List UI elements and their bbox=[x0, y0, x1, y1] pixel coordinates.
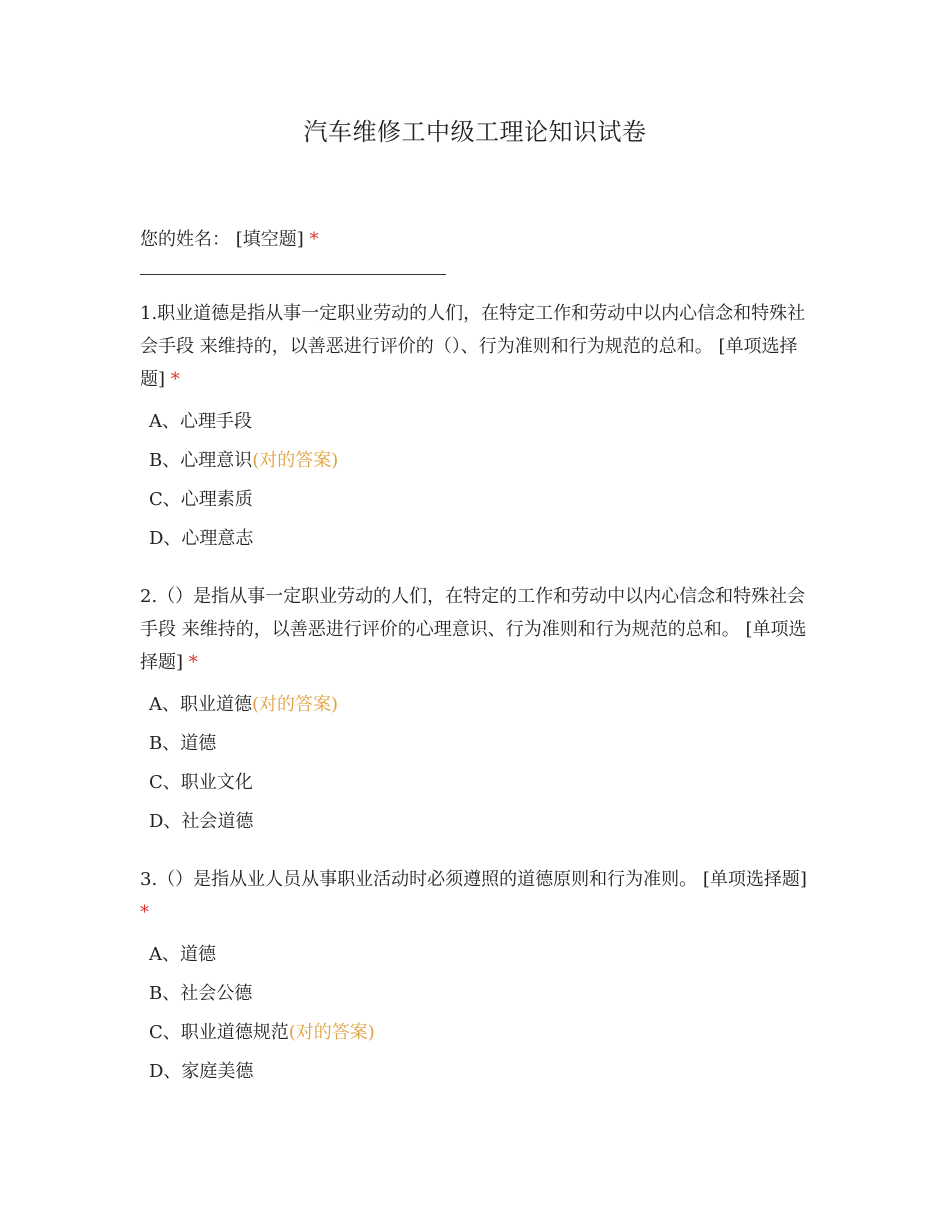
required-mark: * bbox=[140, 902, 149, 923]
required-mark: * bbox=[170, 369, 180, 390]
option-label: B、道德 bbox=[149, 733, 217, 754]
option-d[interactable] bbox=[140, 519, 812, 558]
question-1 bbox=[140, 297, 812, 558]
option-list bbox=[140, 402, 812, 558]
option-label: A、职业道德 bbox=[149, 694, 252, 715]
option-c[interactable] bbox=[140, 480, 812, 519]
option-label: C、心理素质 bbox=[149, 489, 253, 510]
option-label: D、家庭美德 bbox=[149, 1061, 254, 1082]
exam-content bbox=[140, 226, 812, 1091]
option-list bbox=[140, 935, 812, 1091]
option-c[interactable] bbox=[140, 763, 812, 802]
option-b[interactable] bbox=[140, 441, 812, 480]
option-d[interactable] bbox=[140, 802, 812, 841]
required-mark: * bbox=[309, 229, 319, 250]
option-label: A、道德 bbox=[149, 944, 216, 965]
option-a[interactable] bbox=[140, 685, 812, 724]
question-2-text: 2.（）是指从事一定职业劳动的人们，在特定的工作和劳动中以内心信念和特殊社会手段 来维持的，以善恶进行评价的心理意识、行为准则和行为规范的总和。 [单项选择题] bbox=[140, 586, 807, 673]
option-b[interactable] bbox=[140, 724, 812, 763]
option-list bbox=[140, 685, 812, 841]
option-label: C、职业文化 bbox=[149, 772, 253, 793]
option-label: C、职业道德规范 bbox=[149, 1022, 289, 1043]
name-question-label: 您的姓名： [填空题] bbox=[140, 229, 304, 250]
name-question bbox=[140, 226, 812, 254]
option-b[interactable] bbox=[140, 974, 812, 1013]
question-text bbox=[140, 297, 812, 396]
option-label: D、社会道德 bbox=[149, 811, 254, 832]
correct-answer-tag: (对的答案) bbox=[252, 450, 339, 471]
correct-answer-tag: (对的答案) bbox=[288, 1022, 375, 1043]
question-text bbox=[140, 863, 812, 929]
option-label: B、心理意识 bbox=[149, 450, 253, 471]
question-1-text: 1.职业道德是指从事一定职业劳动的人们，在特定工作和劳动中以内心信念和特殊社会手段 来维持的，以善恶进行评价的（）、行为准则和行为规范的总和。 [单项选择题] bbox=[140, 303, 806, 390]
page-title: 汽车维修工中级工理论知识试卷 bbox=[303, 118, 647, 146]
question-3-text: 3.（）是指从业人员从事职业活动时必须遵照的道德原则和行为准则。 [单项选择题] bbox=[140, 869, 807, 890]
question-text bbox=[140, 580, 812, 679]
question-3 bbox=[140, 863, 812, 1091]
correct-answer-tag: (对的答案) bbox=[252, 694, 339, 715]
option-label: D、心理意志 bbox=[149, 528, 254, 549]
option-c[interactable] bbox=[140, 1013, 812, 1052]
question-2 bbox=[140, 580, 812, 841]
required-mark: * bbox=[188, 652, 198, 673]
option-d[interactable] bbox=[140, 1052, 812, 1091]
option-label: B、社会公德 bbox=[149, 983, 253, 1004]
option-label: A、心理手段 bbox=[149, 411, 252, 432]
option-a[interactable] bbox=[140, 402, 812, 441]
name-input-line[interactable] bbox=[140, 260, 446, 275]
option-a[interactable] bbox=[140, 935, 812, 974]
